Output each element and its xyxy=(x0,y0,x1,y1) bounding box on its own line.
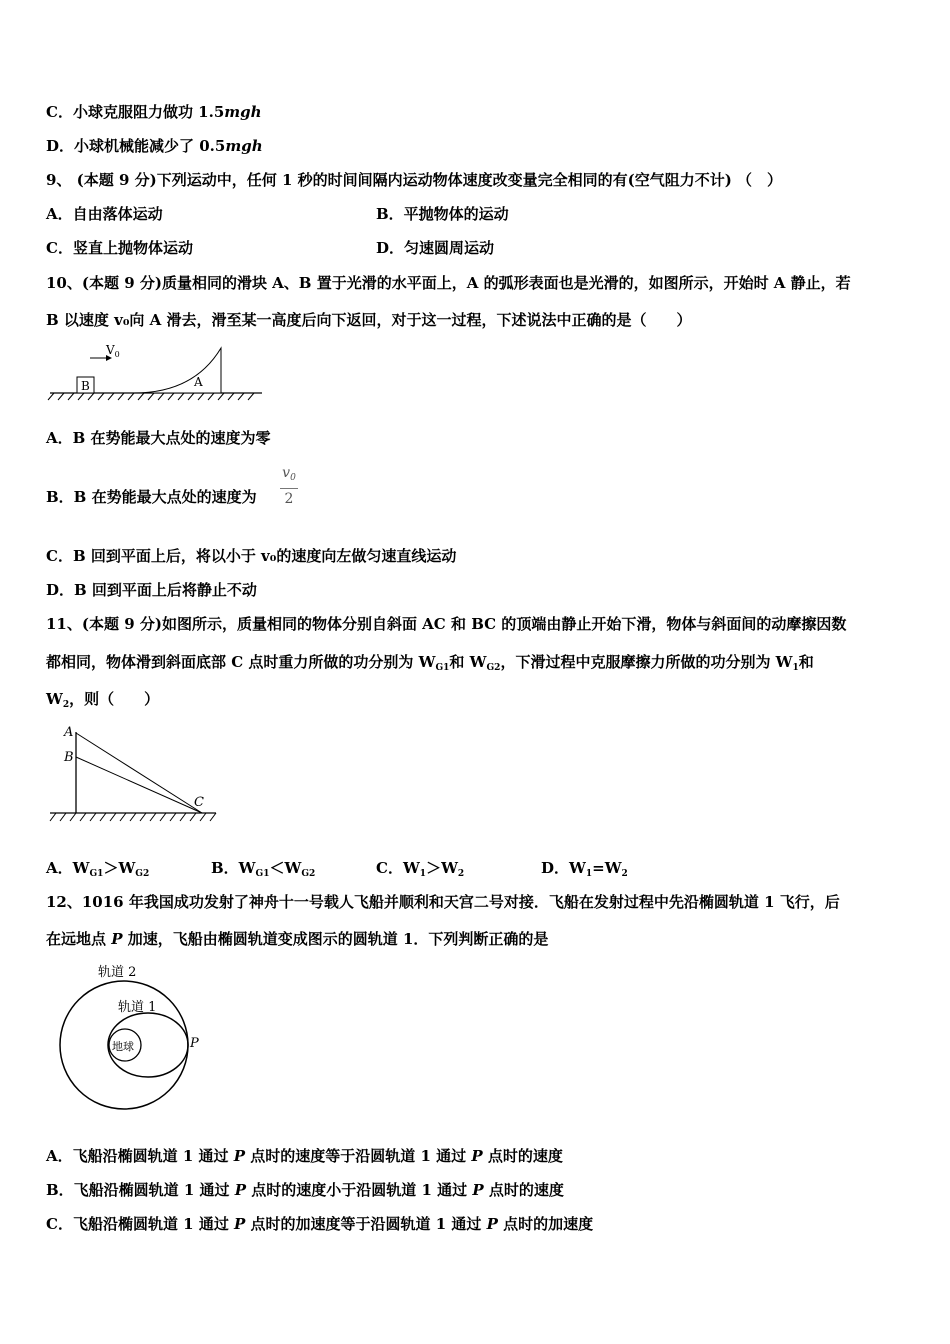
q10-figure xyxy=(44,338,269,406)
q11-option-b: B．$W_{G1}<W_{G2}$ xyxy=(211,859,316,879)
q12-option-a: A．飞船沿椭圆轨道 1 通过 P 点时的速度等于沿圆轨道 1 通过 P 点时的速度 xyxy=(46,1147,563,1165)
q11-stem-line1: 11、(本题 9 分)如图所示，质量相同的物体分别自斜面 AC 和 BC 的顶端由静止开始下滑，物体与斜面间的动摩擦因数 xyxy=(46,615,847,633)
block-b-label: B xyxy=(81,379,90,393)
point-c-label: C xyxy=(194,795,204,810)
earth-label: 地球 xyxy=(112,1040,134,1053)
q10-stem-line2: B 以速度 v₀向 A 滑去，滑至某一高度后向下返回，对于这一过程，下述说法中正确的是（ ） xyxy=(46,311,692,329)
q12-stem-line1: 12、1016 年我国成功发射了神舟十一号载人飞船并顺利和天宫二号对接．飞船在发射过程中先沿椭圆轨道 1 飞行，后 xyxy=(46,893,840,911)
fraction-numerator: $v_0$ xyxy=(282,465,296,483)
incline-bc xyxy=(76,757,202,813)
q9-option-c: C．竖直上抛物体运动 xyxy=(46,239,193,257)
orbit-1-label: 轨道 1 xyxy=(118,1000,157,1015)
q9-option-b: B．平抛物体的运动 xyxy=(376,205,509,223)
q10-option-d: D．B 回到平面上后将静止不动 xyxy=(46,581,257,599)
q10-stem-line1: 10、(本题 9 分)质量相同的滑块 A、B 置于光滑的水平面上，A 的弧形表面也是光滑的，如图所示，开始时 A 静止，若 xyxy=(46,274,851,292)
slider-a-label: A xyxy=(194,375,203,389)
q10-option-a: A．B 在势能最大点处的速度为零 xyxy=(46,429,271,447)
q11-option-d: D．$W_1=W_2$ xyxy=(541,859,628,879)
q8-option-d: D．小球机械能减少了 0.5mgh xyxy=(46,137,263,155)
q11-stem-line2: 都相同，物体滑到斜面底部 C 点时重力所做的功分别为 $W_{G1}$和 $W_{G2}$，下滑过程中克服摩擦力所做的功分别为 $W_1$和 xyxy=(46,653,814,673)
orbit-2-label: 轨道 2 xyxy=(98,965,137,980)
q11-option-c: C．$W_1>W_2$ xyxy=(376,859,465,879)
point-a-label: A xyxy=(64,725,74,740)
q11-stem-line3: $W_2$，则（ ） xyxy=(46,690,160,710)
q9-option-d: D．匀速圆周运动 xyxy=(376,239,495,257)
point-b-label: B xyxy=(64,750,74,765)
q11-option-a: A．$W_{G1}>W_{G2}$ xyxy=(46,859,150,879)
q12-stem-line2: 在远地点 P 加速，飞船由椭圆轨道变成图示的圆轨道 1．下列判断正确的是 xyxy=(46,930,549,948)
q9-option-a: A．自由落体运动 xyxy=(46,205,163,223)
q12-option-b: B．飞船沿椭圆轨道 1 通过 P 点时的速度小于沿圆轨道 1 通过 P 点时的速度 xyxy=(46,1181,564,1199)
q11-figure xyxy=(44,720,224,830)
point-p-label: P xyxy=(190,1036,199,1051)
q8-option-c: C．小球克服阻力做功 1.5mgh xyxy=(46,103,262,121)
q12-option-c: C．飞船沿椭圆轨道 1 通过 P 点时的加速度等于沿圆轨道 1 通过 P 点时的加速度 xyxy=(46,1215,594,1233)
fraction-v0-over-2 xyxy=(278,464,300,508)
v0-label: $V_0$ xyxy=(106,343,120,359)
q9-stem: 9、 (本题 9 分)下列运动中，任何 1 秒的时间间隔内运动物体速度改变量完全相同的有(空气阻力不计) （ ） xyxy=(46,171,783,189)
q12-figure xyxy=(44,956,219,1121)
q10-option-c: C．B 回到平面上后，将以小于 v₀的速度向左做匀速直线运动 xyxy=(46,547,457,565)
q10-option-b: B．B 在势能最大点处的速度为 xyxy=(46,488,257,506)
fraction-denominator: 2 xyxy=(284,491,294,507)
slider-a xyxy=(134,348,221,393)
incline-ac xyxy=(76,733,202,813)
